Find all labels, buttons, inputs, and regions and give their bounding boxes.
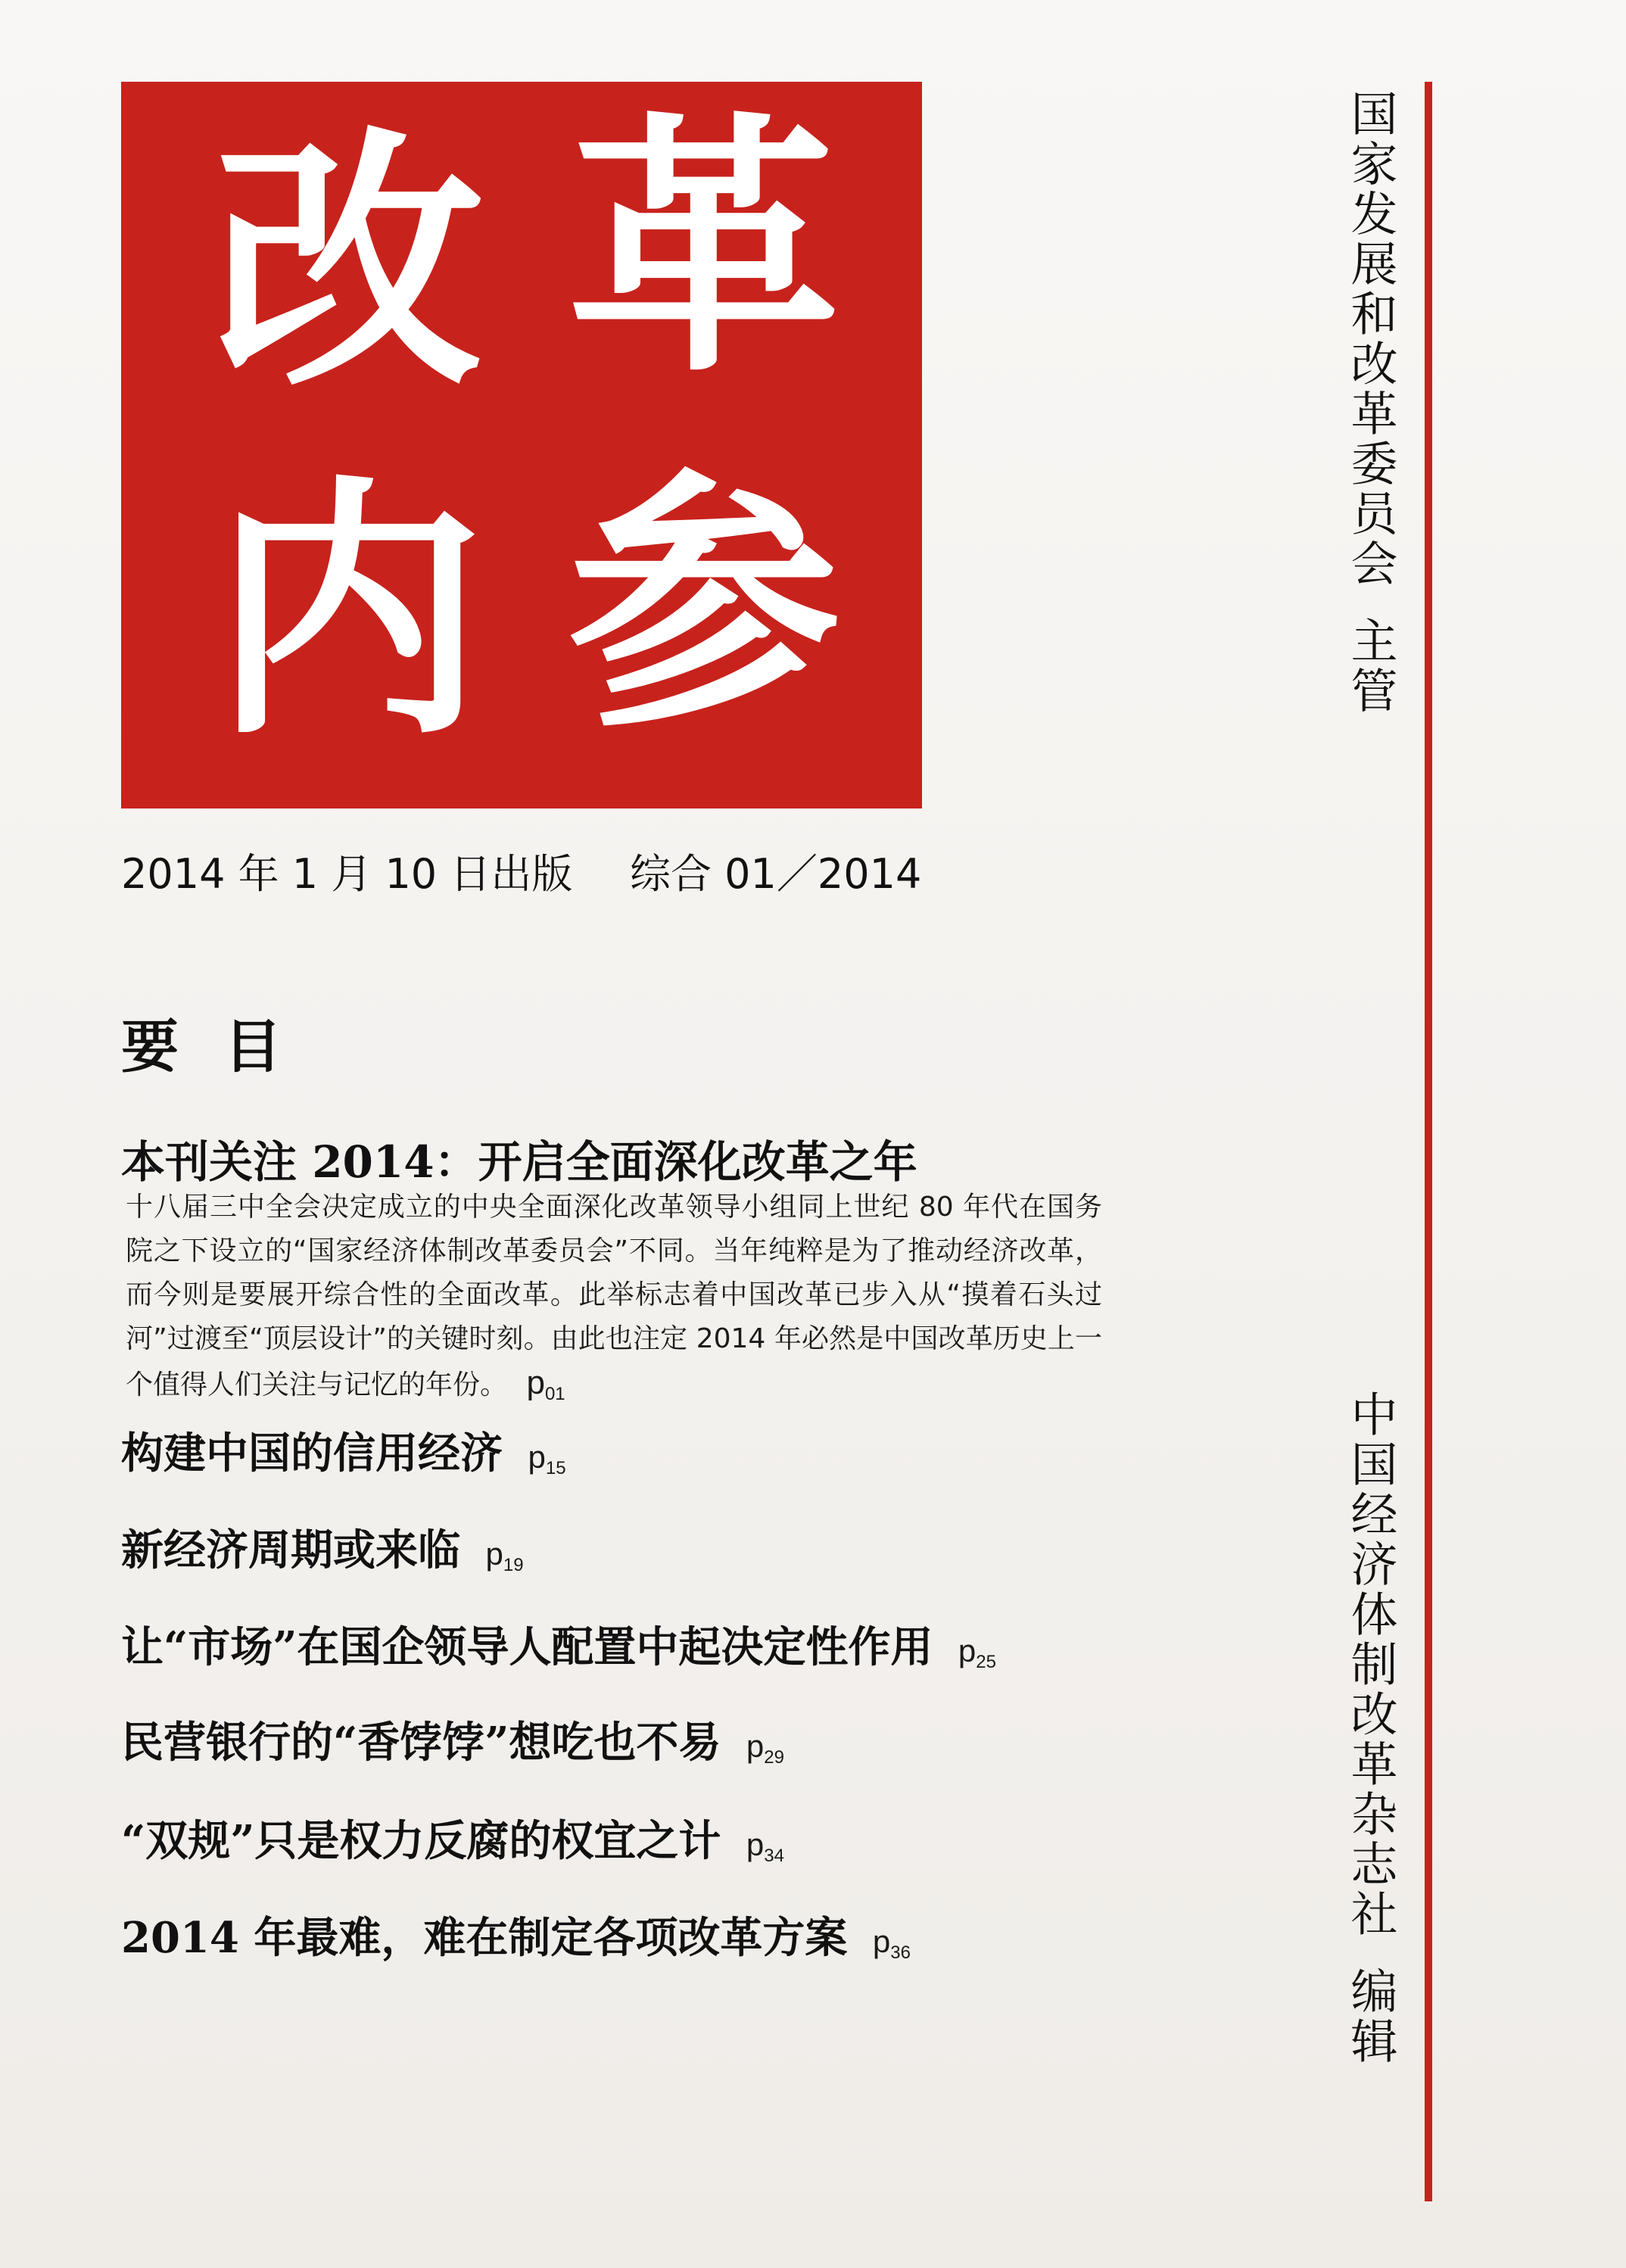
feature-summary-text: 十八届三中全会决定成立的中央全面深化改革领导小组同上世纪 80 年代在国务院之下设立的“国家经济体制改革委员会”不同。当年纯粹是为了推动经济改革，而今则是要展开综合性的全面改革。此举标志着中国改革已步入从“摸着石头过河”过渡至“顶层设计”的关键时刻。由此也注定 2014 年必然是中国改革历史上一个值得人们关注与记忆的年份。 bbox=[126, 1192, 1102, 1400]
page-reference: $p_{01}$ bbox=[526, 1364, 565, 1404]
article-title: 2014 年最难，难在制定各项改革方案 bbox=[121, 1913, 848, 1963]
article-title: 民营银行的“香饽饽”想吃也不易 bbox=[121, 1718, 721, 1768]
masthead-char: 参 bbox=[568, 444, 840, 764]
editor-role: 编辑 bbox=[1343, 1967, 1398, 2067]
highlights-heading: 要目 bbox=[121, 1013, 327, 1080]
issue-number: 综合 01／2014 bbox=[630, 850, 922, 898]
page-reference: $p_{36}$ bbox=[872, 1924, 911, 1963]
vertical-divider bbox=[1425, 82, 1432, 2201]
article-title: 构建中国的信用经济 bbox=[121, 1428, 503, 1478]
publication-date: 2014 年 1 月 10 日出版 bbox=[121, 850, 573, 898]
supervisor-credit bbox=[1337, 89, 1404, 740]
supervisor-name: 国家发展和改革委员会 bbox=[1343, 89, 1398, 589]
page-reference: $p_{15}$ bbox=[528, 1439, 566, 1478]
article-item bbox=[121, 1905, 911, 1965]
article-item bbox=[121, 1420, 566, 1481]
supervisor-role: 主管 bbox=[1343, 616, 1398, 716]
article-title: “双规”只是权力反腐的权宜之计 bbox=[121, 1816, 721, 1866]
article-title: 让“市场”在国企领导人配置中起决定性作用 bbox=[121, 1622, 933, 1672]
masthead-char: 内 bbox=[212, 451, 484, 771]
article-item bbox=[121, 1709, 784, 1770]
page-reference: $p_{29}$ bbox=[746, 1728, 784, 1768]
masthead-char: 革 bbox=[568, 88, 840, 408]
page-reference: $p_{34}$ bbox=[746, 1827, 784, 1866]
masthead-char: 改 bbox=[212, 103, 484, 423]
page-reference: $p_{25}$ bbox=[958, 1633, 996, 1672]
article-title: 新经济周期或来临 bbox=[121, 1525, 460, 1575]
editor-name: 中国经济体制改革杂志社 bbox=[1343, 1390, 1398, 1939]
editor-credit bbox=[1337, 1390, 1404, 2071]
feature-summary bbox=[126, 1185, 1102, 1416]
masthead-block bbox=[121, 82, 922, 808]
article-item bbox=[121, 1614, 996, 1675]
article-item bbox=[121, 1808, 784, 1868]
article-item bbox=[121, 1517, 524, 1578]
feature-title: 本刊关注 2014：开启全面深化改革之年 bbox=[121, 1136, 917, 1188]
page-reference: $p_{19}$ bbox=[485, 1536, 524, 1575]
